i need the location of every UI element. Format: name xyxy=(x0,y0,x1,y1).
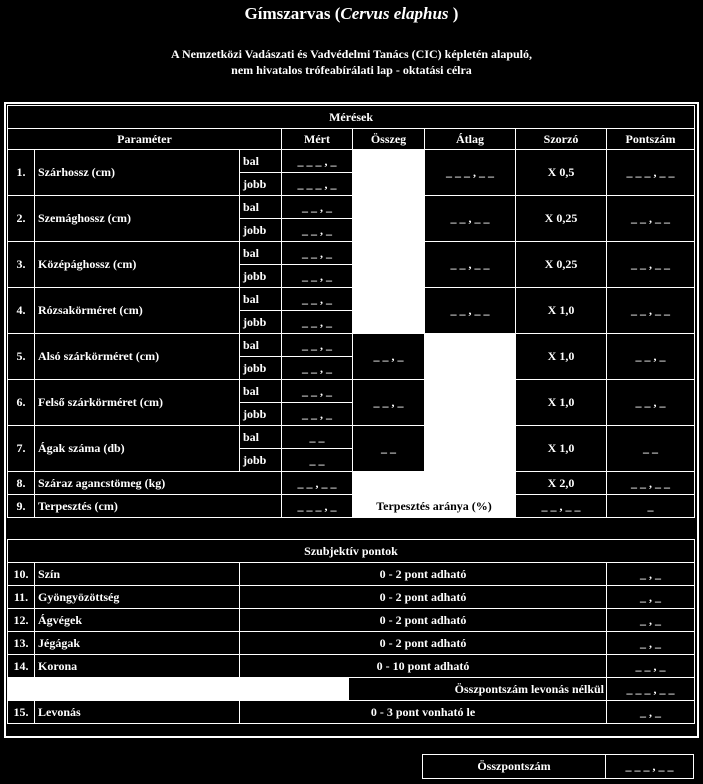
multiplier: X 1,0 xyxy=(516,288,607,334)
subtotal-label: Összpontszám levonás nélkül xyxy=(349,678,607,701)
header-mult: Szorzó xyxy=(516,129,607,150)
score-input[interactable]: _ , _ xyxy=(607,609,695,632)
measurements-section-title: Mérések xyxy=(8,106,695,129)
score-input[interactable]: _ _ , _ _ xyxy=(607,242,695,288)
header-param: Paraméter xyxy=(8,129,282,150)
multiplier: X 2,0 xyxy=(516,472,607,495)
measured-right-input[interactable]: _ _ xyxy=(282,449,353,472)
spread-input[interactable]: _ _ _ , _ xyxy=(282,495,353,518)
side-left-label: bal xyxy=(240,150,282,173)
header-avg: Átlag xyxy=(425,129,516,150)
header-sum: Összeg xyxy=(353,129,425,150)
side-right-label: jobb xyxy=(240,311,282,334)
side-right-label: jobb xyxy=(240,173,282,196)
subjective-section-title: Szubjektív pontok xyxy=(8,540,695,563)
side-left-label: bal xyxy=(240,426,282,449)
weight-input[interactable]: _ _ , _ _ xyxy=(282,472,353,495)
side-left-label: bal xyxy=(240,288,282,311)
total-table xyxy=(422,754,694,779)
side-left-label: bal xyxy=(240,242,282,265)
subtitle-line-2: nem hivatalos trófeabírálati lap - oktatási célra xyxy=(231,63,472,77)
measured-right-input[interactable]: _ _ , _ xyxy=(282,265,353,288)
sum-blank xyxy=(353,288,425,334)
row-number: 5. xyxy=(8,334,35,380)
row-number: 11. xyxy=(8,586,35,609)
side-left-label: bal xyxy=(240,380,282,403)
measured-right-input[interactable]: _ _ _ , _ xyxy=(282,173,353,196)
multiplier: X 0,5 xyxy=(516,150,607,196)
blank-cell xyxy=(353,472,516,495)
side-right-label: jobb xyxy=(240,449,282,472)
param-name: Felső szárkörméret (cm) xyxy=(35,380,240,426)
points-description: 0 - 2 pont adható xyxy=(240,632,607,655)
average-input[interactable]: _ _ , _ _ xyxy=(425,196,516,242)
score-input[interactable]: _ _ , _ _ xyxy=(607,472,695,495)
sum-blank xyxy=(353,150,425,196)
measured-right-input[interactable]: _ _ , _ xyxy=(282,403,353,426)
average-blank xyxy=(425,426,516,472)
param-name: Ágak száma (db) xyxy=(35,426,240,472)
points-description: 0 - 2 pont adható xyxy=(240,609,607,632)
row-number: 9. xyxy=(8,495,35,518)
average-blank xyxy=(425,380,516,426)
spread-ratio-label: Terpesztés aránya (%) xyxy=(353,495,516,518)
row-number: 14. xyxy=(8,655,35,678)
row-number: 15. xyxy=(8,701,35,724)
multiplier: X 1,0 xyxy=(516,426,607,472)
header-score: Pontszám xyxy=(607,129,695,150)
subtitle-line-1: A Nemzetközi Vadászati és Vadvédelmi Tanács (CIC) képletén alapuló, xyxy=(170,47,533,61)
param-name: Szemághossz (cm) xyxy=(35,196,240,242)
measured-left-input[interactable]: _ _ _ , _ xyxy=(282,150,353,173)
measurements-table xyxy=(7,105,695,518)
average-input[interactable]: _ _ , _ _ xyxy=(425,242,516,288)
measured-right-input[interactable]: _ _ , _ xyxy=(282,311,353,334)
multiplier: X 1,0 xyxy=(516,334,607,380)
row-number: 10. xyxy=(8,563,35,586)
score-input[interactable]: _ , _ xyxy=(607,563,695,586)
param-name: Terpesztés (cm) xyxy=(35,495,282,518)
param-name: Alsó szárkörméret (cm) xyxy=(35,334,240,380)
side-right-label: jobb xyxy=(240,219,282,242)
sum-input[interactable]: _ _ , _ xyxy=(353,380,425,426)
spread-ratio-input[interactable]: _ _ , _ _ xyxy=(516,495,607,518)
side-right-label: jobb xyxy=(240,403,282,426)
row-number: 3. xyxy=(8,242,35,288)
sum-blank xyxy=(353,196,425,242)
multiplier: X 0,25 xyxy=(516,242,607,288)
side-left-label: bal xyxy=(240,334,282,357)
param-name: Középághossz (cm) xyxy=(35,242,240,288)
param-name: Száraz agancstömeg (kg) xyxy=(35,472,282,495)
param-name: Gyöngyözöttség xyxy=(35,586,240,609)
side-right-label: jobb xyxy=(240,265,282,288)
measured-right-input[interactable]: _ _ , _ xyxy=(282,219,353,242)
param-name: Jégágak xyxy=(35,632,240,655)
deduction-input[interactable]: _ , _ xyxy=(607,701,695,724)
score-input[interactable]: _ _ , _ xyxy=(607,655,695,678)
row-number: 8. xyxy=(8,472,35,495)
measured-left-input[interactable]: _ _ , _ xyxy=(282,288,353,311)
side-right-label: jobb xyxy=(240,357,282,380)
row-number: 2. xyxy=(8,196,35,242)
measured-left-input[interactable]: _ _ , _ xyxy=(282,334,353,357)
row-number: 1. xyxy=(8,150,35,196)
points-description: 0 - 10 pont adható xyxy=(240,655,607,678)
blank-cell xyxy=(8,678,349,701)
average-blank xyxy=(425,334,516,380)
header-measured: Mért xyxy=(282,129,353,150)
measured-right-input[interactable]: _ _ , _ xyxy=(282,357,353,380)
total-value[interactable]: _ _ _ , _ _ xyxy=(606,755,694,779)
points-description: 0 - 3 pont vonható le xyxy=(240,701,607,724)
score-input[interactable]: _ _ , _ _ xyxy=(607,196,695,242)
measured-left-input[interactable]: _ _ , _ xyxy=(282,242,353,265)
sum-blank xyxy=(353,242,425,288)
row-number: 12. xyxy=(8,609,35,632)
param-name: Rózsakörméret (cm) xyxy=(35,288,240,334)
points-description: 0 - 2 pont adható xyxy=(240,586,607,609)
score-input[interactable]: _ _ , _ xyxy=(607,380,695,426)
side-left-label: bal xyxy=(240,196,282,219)
score-input[interactable]: _ , _ xyxy=(607,632,695,655)
row-number: 6. xyxy=(8,380,35,426)
param-name: Ágvégek xyxy=(35,609,240,632)
score-input[interactable]: _ _ xyxy=(607,426,695,472)
param-name: Korona xyxy=(35,655,240,678)
param-name: Szín xyxy=(35,563,240,586)
page-subtitle xyxy=(0,46,703,78)
multiplier: X 1,0 xyxy=(516,380,607,426)
sum-input[interactable]: _ _ xyxy=(353,426,425,472)
average-input[interactable]: _ _ _ , _ _ xyxy=(425,150,516,196)
measured-left-input[interactable]: _ _ , _ xyxy=(282,196,353,219)
row-number: 4. xyxy=(8,288,35,334)
measured-left-input[interactable]: _ _ , _ xyxy=(282,380,353,403)
multiplier: X 0,25 xyxy=(516,196,607,242)
row-number: 13. xyxy=(8,632,35,655)
total-label: Összpontszám xyxy=(423,755,606,779)
page-title: Gímszarvas (Cervus elaphus ) xyxy=(244,4,459,23)
score-input[interactable]: _ xyxy=(607,495,695,518)
score-input[interactable]: _ _ _ , _ _ xyxy=(607,150,695,196)
sum-input[interactable]: _ _ , _ xyxy=(353,334,425,380)
param-name: Szárhossz (cm) xyxy=(35,150,240,196)
score-input[interactable]: _ _ , _ xyxy=(607,334,695,380)
subtotal-input[interactable]: _ _ _ , _ _ xyxy=(607,678,695,701)
average-input[interactable]: _ _ , _ _ xyxy=(425,288,516,334)
score-input[interactable]: _ , _ xyxy=(607,586,695,609)
points-description: 0 - 2 pont adható xyxy=(240,563,607,586)
row-number: 7. xyxy=(8,426,35,472)
param-name: Levonás xyxy=(35,701,240,724)
measured-left-input[interactable]: _ _ xyxy=(282,426,353,449)
subjective-table xyxy=(7,539,695,724)
score-input[interactable]: _ _ , _ _ xyxy=(607,288,695,334)
